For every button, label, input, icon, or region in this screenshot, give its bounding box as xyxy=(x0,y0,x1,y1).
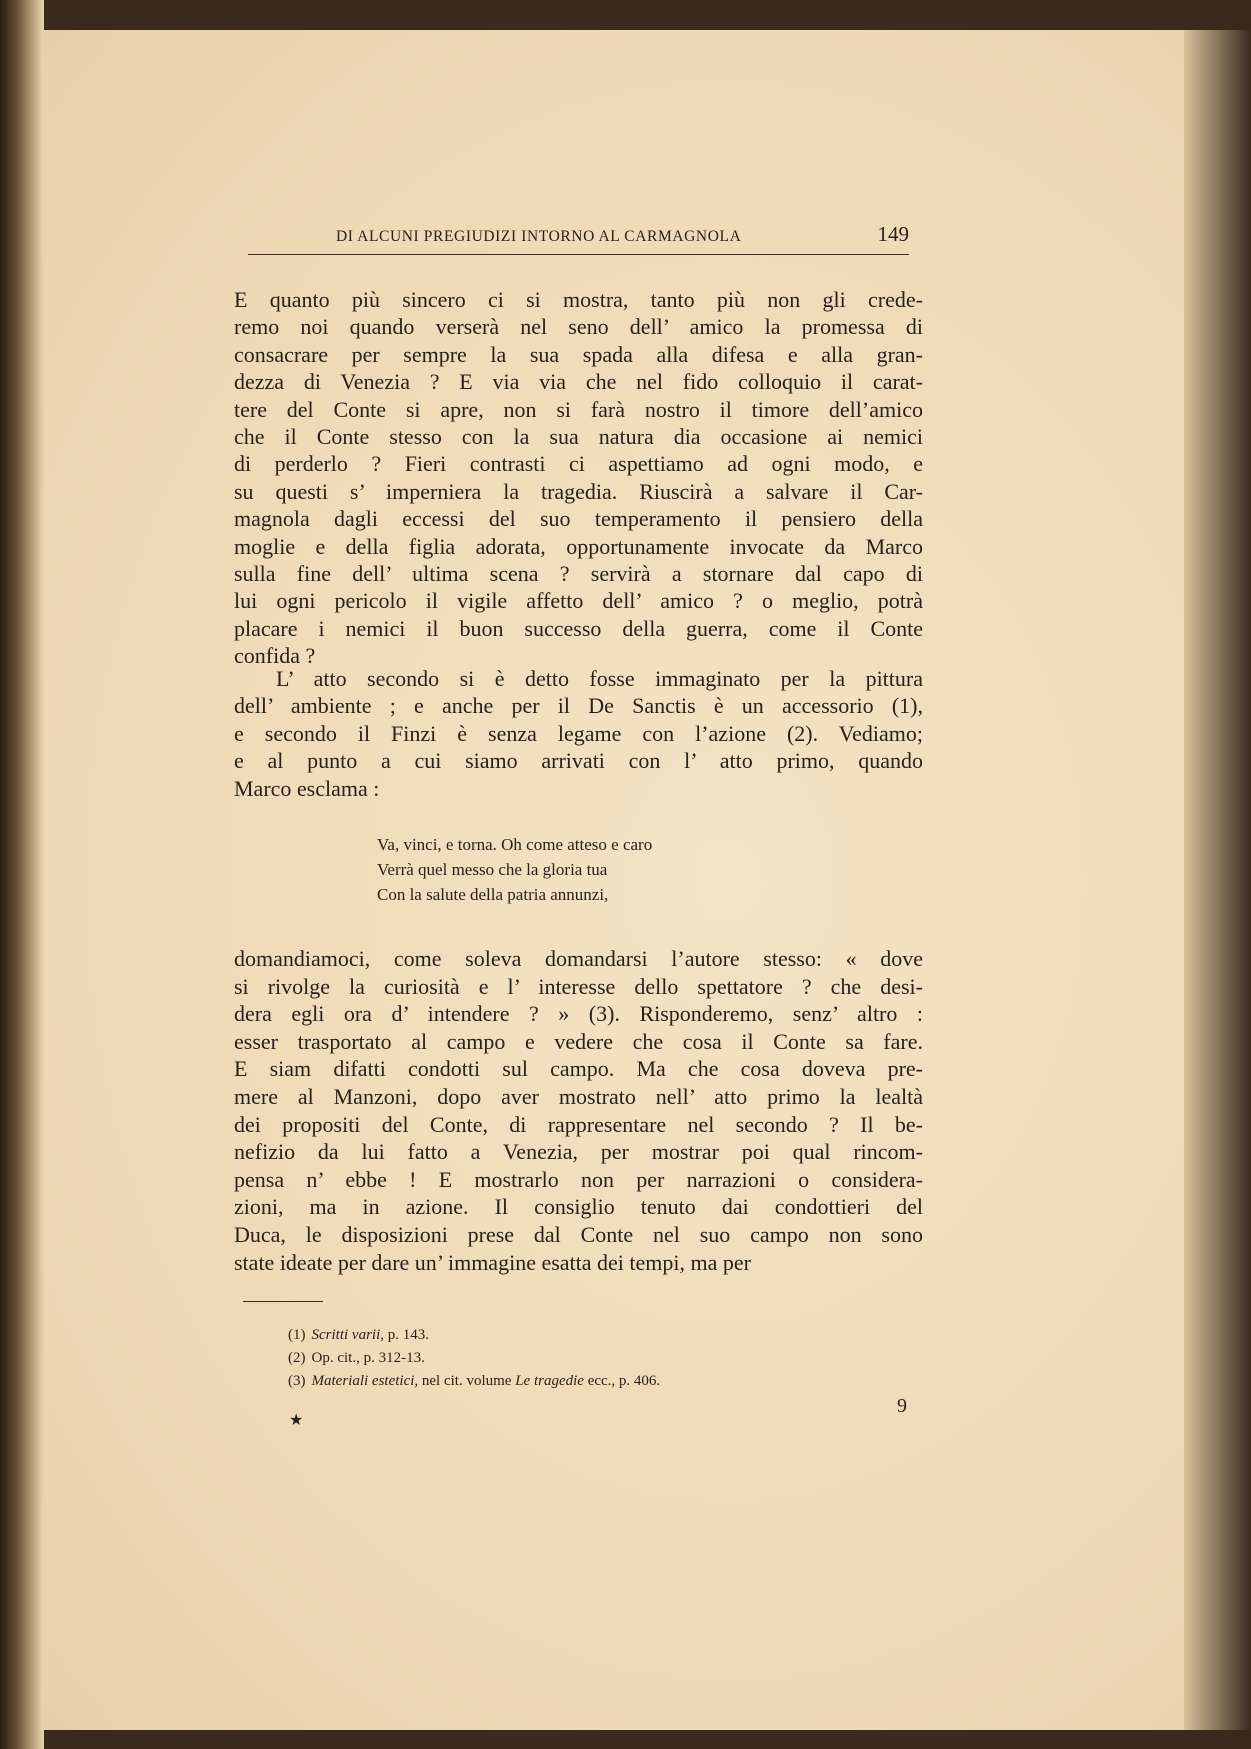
running-title: DI ALCUNI PREGIUDIZI INTORNO AL CARMAGNOLA xyxy=(336,228,742,245)
signature-number: 9 xyxy=(897,1395,907,1417)
verse-line: Con la salute della patria annunzi, xyxy=(377,885,609,904)
footnote-italic: Scritti varii xyxy=(311,1327,381,1343)
text-line: dezza di Venezia ? E via via che nel fido colloquio il carat- xyxy=(234,369,923,395)
text-line: placare i nemici il buon successo della guerra, come il Conte xyxy=(234,615,923,641)
text-line: magnola dagli eccessi del suo temperamento il pensiero della xyxy=(234,506,923,532)
footnote-rest2: ecc., p. 406. xyxy=(583,1373,661,1389)
book-spine xyxy=(0,0,44,1749)
page-number: 149 xyxy=(877,222,909,246)
text-line: di perderlo ? Fieri contrasti ci aspettiamo ad ogni modo, e xyxy=(234,451,923,477)
signature-mark: ★ xyxy=(289,1412,304,1429)
footnote-num: (2) xyxy=(288,1350,306,1366)
text-line: nefizio da lui fatto a Venezia, per mostrar poi qual rincom- xyxy=(234,1139,923,1165)
text-line: state ideate per dare un’ immagine esatta dei tempi, ma per xyxy=(234,1249,751,1275)
text-line: remo noi quando verserà nel seno dell’ amico la promessa di xyxy=(234,314,923,340)
text-line: lui ogni pericolo il vigile affetto dell’ amico ? o meglio, potrà xyxy=(234,588,923,614)
text-line: L’ atto secondo si è detto fosse immaginato per la pittura xyxy=(276,666,923,691)
text-line: tere del Conte si apre, non si farà nostro il timore dell’amico xyxy=(234,396,923,422)
text-line: e secondo il Finzi è senza legame con l’azione (2). Vediamo; xyxy=(234,720,923,746)
text-line: confida ? xyxy=(234,643,316,669)
verse-line: Va, vinci, e torna. Oh come atteso e caro xyxy=(377,835,653,854)
text-line: moglie e della figlia adorata, opportunamente invocate da Marco xyxy=(234,533,923,559)
text-line: dell’ ambiente ; e anche per il De Sanctis è un accessorio (1), xyxy=(234,693,923,719)
footnote xyxy=(288,1327,429,1344)
footnote xyxy=(288,1350,425,1367)
text-line: dei propositi del Conte, di rappresentare nel secondo ? Il be- xyxy=(234,1111,923,1137)
text-line: mere al Manzoni, dopo aver mostrato nell’ atto primo la lealtà xyxy=(234,1084,923,1109)
text-line: sulla fine dell’ ultima scena ? servirà a stornare dal capo di xyxy=(234,561,923,586)
footnote-rule xyxy=(243,1301,323,1302)
text-line: domandiamoci, come soleva domandarsi l’autore stesso: « dove xyxy=(234,946,923,971)
footnote xyxy=(288,1373,660,1390)
footnote-italic2: Le tragedie xyxy=(515,1373,584,1389)
running-header xyxy=(248,224,909,255)
page xyxy=(44,30,1184,1730)
footnote-rest: nel cit. volume xyxy=(418,1373,516,1389)
footnote-num: (3) xyxy=(288,1373,306,1389)
text-line: E quanto più sincero ci si mostra, tanto più non gli crede- xyxy=(234,287,923,312)
footnote-rest: , p. 143. xyxy=(380,1327,429,1343)
page-edge xyxy=(1184,30,1251,1730)
text-line: dera egli ora d’ intendere ? » (3). Risponderemo, senz’ altro : xyxy=(234,1001,923,1027)
text-line: su questi s’ imperniera la tragedia. Riuscirà a salvare il Car- xyxy=(234,478,923,504)
footnote-rest: Op. cit., p. 312-13. xyxy=(311,1350,425,1366)
text-line: E siam difatti condotti sul campo. Ma che cosa doveva pre- xyxy=(234,1056,923,1082)
footnote-num: (1) xyxy=(288,1327,306,1343)
text-line: e al punto a cui siamo arrivati con l’ atto primo, quando xyxy=(234,748,923,774)
text-line: pensa n’ ebbe ! E mostrarlo non per narrazioni o considera- xyxy=(234,1166,923,1192)
footnote-italic: Materiali estetici, xyxy=(311,1373,419,1389)
text-line: consacrare per sempre la sua spada alla difesa e alla gran- xyxy=(234,341,923,367)
verse-line: Verrà quel messo che la gloria tua xyxy=(377,860,608,879)
text-line: esser trasportato al campo e vedere che cosa il Conte sa fare. xyxy=(234,1028,923,1054)
text-line: si rivolge la curiosità e l’ interesse dello spettatore ? che desi- xyxy=(234,973,923,999)
text-line: Marco esclama : xyxy=(234,775,380,801)
text-line: zioni, ma in azione. Il consiglio tenuto dai condottieri del xyxy=(234,1194,923,1220)
text-line: Duca, le disposizioni prese dal Conte nel suo campo non sono xyxy=(234,1222,923,1247)
text-line: che il Conte stesso con la sua natura dia occasione ai nemici xyxy=(234,424,923,449)
